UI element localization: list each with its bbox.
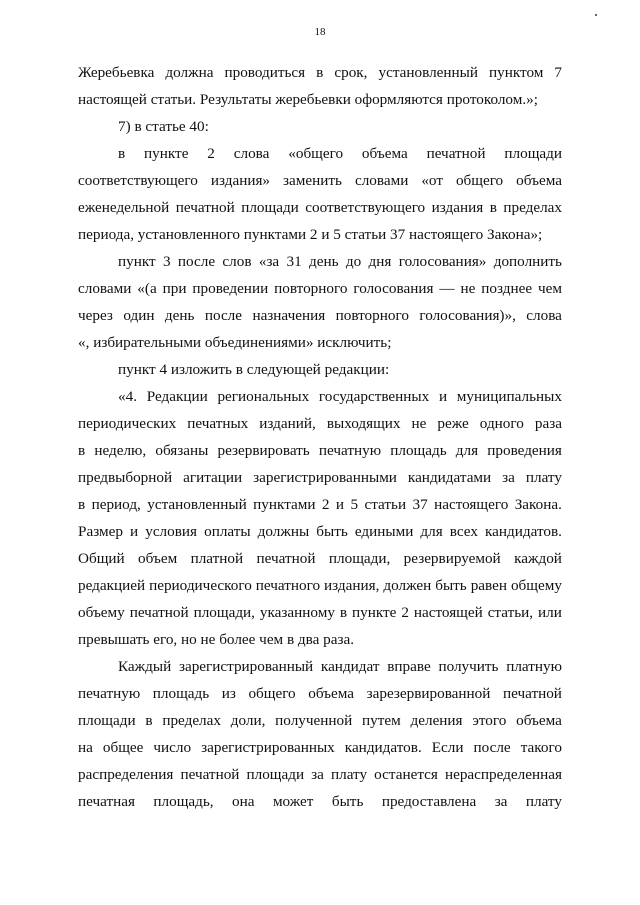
word: печатной: [180, 766, 240, 783]
word: резервируемой: [403, 550, 501, 567]
word: должна: [165, 64, 214, 81]
word: не: [460, 280, 476, 297]
word: площадь: [152, 685, 210, 702]
text-line: 7) в статье 40:: [118, 118, 209, 135]
word: площади: [241, 199, 299, 216]
word: в: [145, 712, 153, 729]
word: площади: [246, 766, 305, 783]
text-line: [78, 64, 562, 82]
word: дополнить: [493, 253, 562, 270]
word: проведения: [487, 442, 562, 459]
word: «4.: [118, 388, 137, 405]
word: получить: [438, 658, 499, 675]
word: объема: [516, 172, 562, 189]
word: 2: [321, 496, 330, 513]
word: равен: [470, 577, 507, 594]
word: этого: [472, 712, 507, 729]
word: заменить: [283, 172, 342, 189]
word: общему: [510, 577, 562, 594]
word: должен: [383, 577, 432, 594]
word: общего: [248, 685, 296, 702]
word: редакцией: [78, 577, 146, 594]
word: позднее: [481, 280, 533, 297]
word: изданий,: [259, 415, 316, 432]
word: из: [221, 685, 236, 702]
word: настоящего: [434, 496, 509, 513]
word: плату: [525, 793, 562, 810]
word: —: [439, 280, 455, 297]
word: Закона.: [514, 496, 562, 513]
word: до: [345, 253, 362, 270]
word: указанному: [259, 604, 335, 621]
word: оплаты: [204, 523, 251, 540]
word: одного: [479, 415, 524, 432]
word: платной: [190, 550, 244, 567]
word: за: [311, 766, 324, 783]
word: слов: [222, 253, 252, 270]
word: и: [438, 388, 448, 405]
word: и: [130, 523, 139, 540]
word: чем: [538, 280, 562, 297]
word: может: [272, 793, 314, 810]
word: печатная: [78, 793, 135, 810]
word: резервировать: [217, 442, 310, 459]
word: она: [232, 793, 255, 810]
word: после: [204, 307, 243, 324]
word: пункт: [118, 253, 156, 270]
word: настоящей: [413, 604, 483, 621]
word: после: [473, 739, 511, 756]
word: Редакции: [146, 388, 208, 405]
word: печатной: [502, 685, 562, 702]
text-line: «, избирательными объединениями» исключить;: [78, 334, 392, 351]
word: 5: [350, 496, 359, 513]
word: словами: [78, 280, 132, 297]
word: пункте: [351, 604, 397, 621]
word: платную: [506, 658, 562, 675]
text-line: [78, 442, 562, 460]
word: день: [164, 307, 195, 324]
word: деления: [410, 712, 463, 729]
word: «за: [258, 253, 280, 270]
word: проведении: [192, 280, 269, 297]
word: в: [339, 604, 348, 621]
word: государственных: [318, 388, 430, 405]
word: повторного: [335, 307, 409, 324]
word: не: [411, 415, 427, 432]
word: назначения: [252, 307, 326, 324]
word: через: [78, 307, 113, 324]
word: пределах: [503, 199, 562, 216]
word: один: [123, 307, 155, 324]
word: статьи: [364, 496, 407, 513]
word: слова: [526, 307, 562, 324]
word: печатной: [426, 145, 486, 162]
text-line: [118, 253, 562, 271]
word: Общий: [78, 550, 125, 567]
word: распределения: [78, 766, 174, 783]
word: повторного: [274, 280, 348, 297]
word: предоставлена: [381, 793, 477, 810]
word: или: [538, 604, 562, 621]
word: 2: [207, 145, 215, 162]
word: в: [78, 442, 86, 459]
word: зарезервированной: [366, 685, 491, 702]
word: быть: [435, 577, 467, 594]
word: голосования: [353, 280, 434, 297]
word: Каждый: [118, 658, 172, 675]
word: в: [316, 64, 324, 81]
word: пункте: [144, 145, 189, 162]
text-line: [78, 523, 562, 541]
word: кандидат: [320, 658, 380, 675]
word: кандидатами: [407, 469, 492, 486]
word: 37: [412, 496, 428, 513]
word: слова: [233, 145, 270, 162]
word: площади,: [328, 550, 391, 567]
word: объема: [361, 145, 408, 162]
text-line: [78, 604, 562, 622]
word: зарегистрированными: [253, 469, 397, 486]
word: быть: [331, 793, 364, 810]
word: плату: [525, 469, 562, 486]
text-line: [78, 199, 562, 217]
word: для: [420, 523, 443, 540]
word: доли,: [230, 712, 266, 729]
word: полученной: [275, 712, 353, 729]
word: издания,: [324, 577, 380, 594]
text-line: [78, 577, 562, 595]
word: 7: [554, 64, 562, 81]
word: раза: [534, 415, 562, 432]
text-line: [78, 739, 562, 757]
text-line: [78, 280, 562, 298]
word: выходящих: [326, 415, 401, 432]
word: общего: [455, 172, 504, 189]
text-line: настоящей статьи. Результаты жеребьевки оформляются протоколом.»;: [78, 91, 538, 108]
word: за: [502, 469, 515, 486]
word: печатной: [129, 604, 189, 621]
word: срок,: [334, 64, 368, 81]
word: печатной: [256, 550, 316, 567]
word: общее: [102, 739, 144, 756]
word: путем: [362, 712, 401, 729]
word: периодических: [78, 415, 177, 432]
word: всех: [449, 523, 478, 540]
text-line: [78, 685, 562, 703]
text-line: превышать его, но не более чем в два раза.: [78, 631, 355, 648]
word: обязаны: [155, 442, 209, 459]
word: площади: [78, 712, 136, 729]
word: печатного: [255, 577, 321, 594]
word: в: [78, 496, 86, 513]
word: печатную: [318, 442, 382, 459]
word: печатной: [175, 199, 235, 216]
word: число: [153, 739, 192, 756]
word: объема: [308, 685, 355, 702]
word: плату: [331, 766, 368, 783]
word: условия: [145, 523, 198, 540]
word: вправе: [387, 658, 431, 675]
scan-speck: [595, 14, 597, 16]
text-line: [78, 307, 562, 325]
word: после: [177, 253, 216, 270]
word: день: [309, 253, 339, 270]
word: 3: [163, 253, 171, 270]
word: «от: [421, 172, 443, 189]
word: голосования»: [398, 253, 487, 270]
word: Размер: [78, 523, 123, 540]
word: площади,: [193, 604, 255, 621]
word: установленный: [378, 64, 478, 81]
word: статьи,: [487, 604, 534, 621]
text-line: [118, 388, 562, 406]
word: еженедельной: [78, 199, 170, 216]
word: муниципальных: [456, 388, 562, 405]
word: пределах: [162, 712, 221, 729]
word: дня: [368, 253, 392, 270]
text-line: [78, 550, 562, 568]
word: Жеребьевка: [78, 64, 155, 81]
word: пунктом: [489, 64, 544, 81]
word: период,: [91, 496, 141, 513]
word: издания: [431, 199, 484, 216]
word: объем: [138, 550, 178, 567]
word: «общего: [288, 145, 344, 162]
word: словами: [354, 172, 409, 189]
word: установленный: [147, 496, 247, 513]
word: печатную: [78, 685, 141, 702]
text-line: периода, установленного пунктами 2 и 5 статьи 37 настоящего Закона»;: [78, 226, 543, 243]
word: издания»: [210, 172, 271, 189]
word: печатных: [187, 415, 249, 432]
word: площадь: [390, 442, 447, 459]
word: 2: [401, 604, 409, 621]
text-line: [78, 469, 562, 487]
word: такого: [520, 739, 562, 756]
word: кандидатов.: [344, 739, 422, 756]
word: при: [162, 280, 187, 297]
word: каждой: [514, 550, 562, 567]
text-line: [118, 658, 562, 676]
word: для: [455, 442, 479, 459]
word: площади: [504, 145, 562, 162]
word: зарегистрированный: [178, 658, 314, 675]
word: соответствующего: [305, 199, 426, 216]
word: в: [489, 199, 497, 216]
word: площадь,: [153, 793, 214, 810]
word: реже: [437, 415, 469, 432]
word: за: [494, 793, 508, 810]
word: останется: [374, 766, 438, 783]
word: нераспределенная: [444, 766, 562, 783]
word: проводиться: [224, 64, 306, 81]
text-line: [78, 172, 562, 190]
word: кандидатов.: [485, 523, 562, 540]
word: и: [335, 496, 345, 513]
word: голосования)»,: [419, 307, 516, 324]
word: пунктами: [253, 496, 316, 513]
word: объему: [78, 604, 125, 621]
text-line: [78, 712, 562, 730]
word: 31: [286, 253, 302, 270]
text-line: [78, 793, 562, 811]
page-number: 18: [314, 26, 326, 38]
word: предвыборной: [78, 469, 173, 486]
word: в: [118, 145, 126, 162]
word: Если: [431, 739, 464, 756]
word: быть: [316, 523, 348, 540]
word: зарегистрированных: [201, 739, 335, 756]
word: неделю,: [94, 442, 147, 459]
word: едиными: [354, 523, 414, 540]
word: региональных: [217, 388, 310, 405]
word: соответствующего: [78, 172, 198, 189]
text-line: [118, 145, 562, 163]
text-line: пункт 4 изложить в следующей редакции:: [118, 361, 390, 378]
word: на: [78, 739, 93, 756]
text-line: [78, 415, 562, 433]
word: должны: [257, 523, 310, 540]
word: агитации: [183, 469, 243, 486]
word: объема: [516, 712, 562, 729]
text-line: [78, 496, 562, 514]
word: периодического: [149, 577, 252, 594]
word: «(а: [137, 280, 157, 297]
text-line: [78, 766, 562, 784]
